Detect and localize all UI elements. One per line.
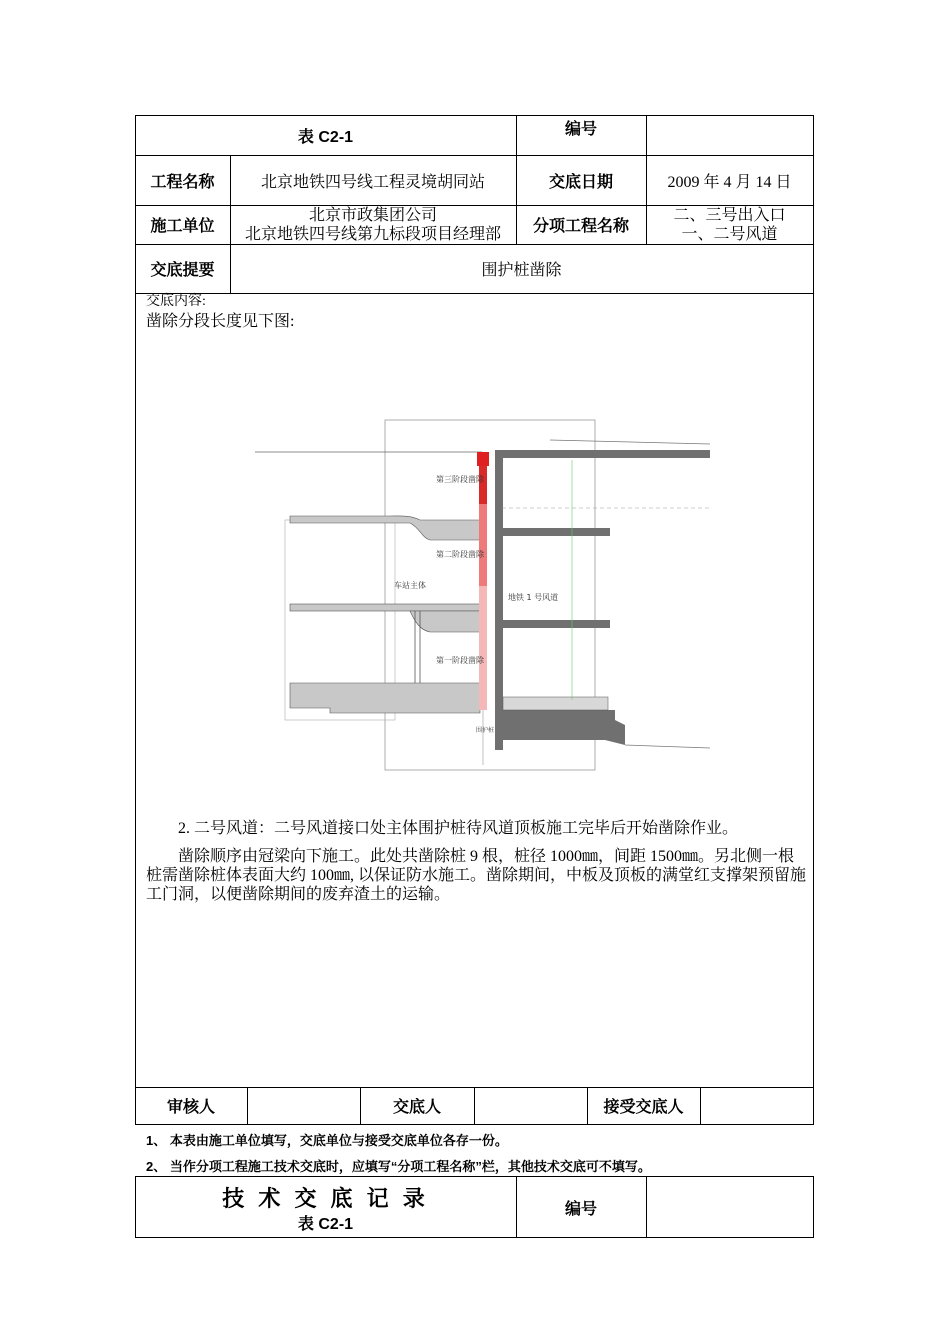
project-name-label: 工程名称 bbox=[150, 173, 215, 191]
footer-number-label: 编号 bbox=[564, 1200, 597, 1218]
contractor-label: 施工单位 bbox=[150, 218, 215, 235]
stage1-label: 第一阶段凿除 bbox=[436, 656, 484, 665]
stage2-pile-segment bbox=[479, 504, 487, 586]
paragraph-1: 2. 二号风道：二号风道接口处主体围护桩待风道顶板施工完毕后开始凿除作业。 bbox=[178, 820, 739, 837]
duct-middle-slab-2 bbox=[495, 620, 610, 628]
station-middle-haunch bbox=[410, 611, 480, 632]
content-intro: 凿除分段长度见下图: bbox=[146, 313, 295, 330]
subproject-label: 分项工程名称 bbox=[532, 218, 629, 235]
content-label: 交底内容: bbox=[146, 294, 206, 309]
subproject-line-2: 一、二号风道 bbox=[681, 225, 778, 243]
subproject-value bbox=[646, 205, 813, 244]
note-1: 1、 本表由施工单位填写，交底单位与接受交底单位各存一份。 bbox=[146, 1133, 508, 1148]
footer-number-value[interactable] bbox=[646, 1176, 813, 1238]
air-duct-label: 地铁 1 号风道 bbox=[508, 593, 559, 602]
duct-middle-slab-1 bbox=[495, 528, 610, 536]
discloser-field[interactable] bbox=[474, 1087, 587, 1124]
stage2-label: 第二阶段凿除 bbox=[436, 550, 484, 559]
crown-beam bbox=[477, 452, 489, 466]
footer-title: 技 术 交 底 记 录 bbox=[222, 1185, 429, 1211]
pile-removal-diagram bbox=[250, 410, 720, 775]
reviewer-field[interactable] bbox=[247, 1087, 360, 1124]
discloser-label: 交底人 bbox=[392, 1099, 441, 1116]
duct-left-wall bbox=[495, 450, 503, 750]
duct-roof-slab bbox=[495, 450, 710, 458]
contractor-line-1: 北京市政集团公司 bbox=[308, 206, 437, 224]
station-middle-slab bbox=[290, 604, 480, 611]
form-number-title: 表 C2-1 bbox=[297, 128, 354, 146]
summary-value: 围护桩凿除 bbox=[481, 262, 562, 279]
station-body-label: 车站主体 bbox=[394, 581, 426, 590]
pile-label: 围护桩 bbox=[476, 727, 495, 734]
stage1-pile-segment bbox=[479, 586, 487, 710]
receiver-label: 接受交底人 bbox=[603, 1099, 684, 1116]
reviewer-label: 审核人 bbox=[166, 1099, 215, 1116]
note-2: 2、 当作分项工程施工技术交底时，应填写“分项工程名称”栏，其他技术交底可不填写。 bbox=[146, 1159, 651, 1174]
ground-line-right bbox=[550, 440, 710, 444]
footer-form-number: 表 C2-1 bbox=[297, 1215, 354, 1233]
number-value[interactable] bbox=[646, 115, 813, 155]
date-value: 2009 年 4 月 14 日 bbox=[667, 173, 792, 191]
summary-label: 交底提要 bbox=[150, 262, 215, 279]
duct-bottom-slab bbox=[495, 710, 615, 740]
project-name-value: 北京地铁四号线工程灵境胡同站 bbox=[260, 173, 485, 191]
stage3-label: 第三阶段凿除 bbox=[436, 475, 484, 484]
paragraph-2: 凿除顺序由冠梁向下施工。此处共凿除桩 9 根，桩径 1000㎜，间距 1500㎜。另北侧一根桩需凿除桩体表面大约 100㎜, 以保证防水施工。凿除期间，中板及顶板的满堂红支撑架预留施工门洞，以便凿除期间的废弃渣土的运输。 bbox=[146, 848, 807, 903]
subproject-line-1: 二、三号出入口 bbox=[673, 206, 786, 224]
contractor-line-2: 北京地铁四号线第九标段项目经理部 bbox=[244, 225, 501, 243]
bottom-ground-line bbox=[625, 745, 710, 748]
number-label: 编号 bbox=[564, 120, 597, 138]
contractor-value bbox=[230, 205, 516, 244]
duct-fill-layer bbox=[503, 697, 608, 710]
receiver-field[interactable] bbox=[700, 1087, 813, 1124]
date-label: 交底日期 bbox=[548, 173, 613, 191]
station-bottom-slab bbox=[290, 683, 480, 713]
